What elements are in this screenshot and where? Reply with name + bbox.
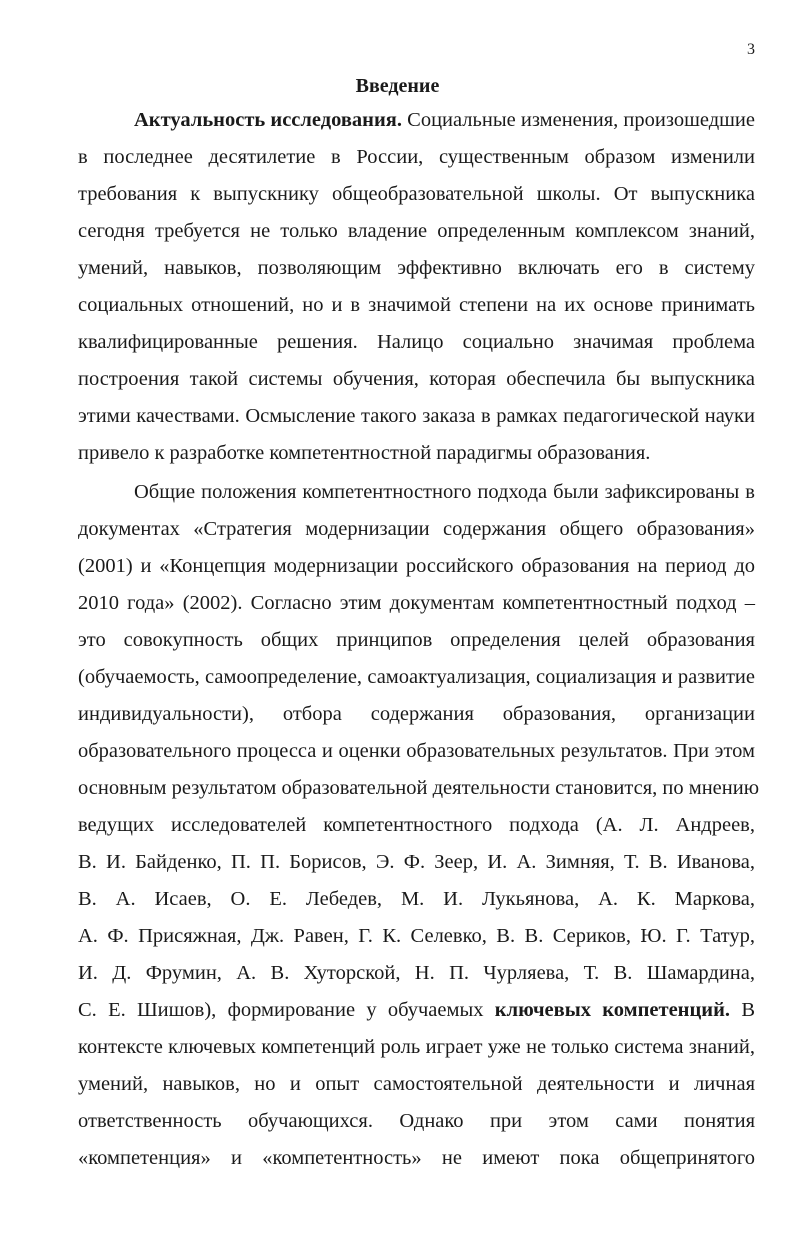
- text-line: ведущих исследователей компетентностного подхода (А. Л. Андреев,: [78, 814, 755, 836]
- text-fragment: В: [730, 999, 755, 1021]
- text-fragment: Социальные изменения, произошедшие: [402, 109, 755, 131]
- text-line: Общие положения компетентностного подхода были зафиксированы в: [134, 481, 755, 503]
- text-line: [78, 992, 755, 1029]
- text-line: привело к разработке компетентностной парадигмы образования.: [78, 442, 651, 464]
- text-line: И. Д. Фрумин, А. В. Хуторской, Н. П. Чурляева, Т. В. Шамардина,: [78, 962, 755, 984]
- text-line: сегодня требуется не только владение определенным комплексом знаний,: [78, 220, 755, 242]
- text-line: это совокупность общих принципов определения целей образования: [78, 629, 755, 651]
- relevance-lead: Актуальность исследования.: [134, 109, 402, 131]
- text-line: этими качествами. Осмысление такого заказа в рамках педагогической науки: [78, 405, 755, 427]
- text-line: умений, навыков, позволяющим эффективно включать его в систему: [78, 257, 755, 279]
- text-line: построения такой системы обучения, которая обеспечила бы выпускника: [78, 368, 755, 390]
- text-line: образовательного процесса и оценки образовательных результатов. При этом: [78, 740, 755, 762]
- text-line: В. И. Байденко, П. П. Борисов, Э. Ф. Зеер, И. А. Зимняя, Т. В. Иванова,: [78, 851, 755, 873]
- text-line: контексте ключевых компетенций роль играет уже не только система знаний,: [78, 1036, 755, 1058]
- text-line: (2001) и «Концепция модернизации российского образования на период до: [78, 555, 755, 577]
- text-fragment: С. Е. Шишов), формирование у обучаемых: [78, 999, 495, 1021]
- text-line: в последнее десятилетие в России, существенным образом изменили: [78, 146, 755, 168]
- text-line: ответственность обучающихся. Однако при этом сами понятия: [78, 1110, 755, 1132]
- section-title: Введение: [355, 75, 440, 97]
- text-line: А. Ф. Присяжная, Дж. Равен, Г. К. Селевко, В. В. Сериков, Ю. Г. Татур,: [78, 925, 755, 947]
- text-line: В. А. Исаев, О. Е. Лебедев, М. И. Лукьянова, А. К. Маркова,: [78, 888, 755, 910]
- text-line: [78, 102, 755, 139]
- page-number: 3: [747, 41, 755, 58]
- text-line: (обучаемость, самоопределение, самоактуализация, социализация и развитие: [78, 666, 755, 688]
- text-line: 2010 года» (2002). Согласно этим документам компетентностный подход –: [78, 592, 755, 614]
- text-line: квалифицированные решения. Налицо социально значимая проблема: [78, 331, 755, 353]
- text-line: требования к выпускнику общеобразовательной школы. От выпускника: [78, 183, 755, 205]
- text-line: «компетенция» и «компетентность» не имеют пока общепринятого: [78, 1147, 755, 1169]
- paragraph-relevance: [78, 102, 755, 472]
- text-line: документах «Стратегия модернизации содержания общего образования»: [78, 518, 755, 540]
- text-line: умений, навыков, но и опыт самостоятельной деятельности и личная: [78, 1073, 755, 1095]
- text-line: социальных отношений, но и в значимой степени на их основе принимать: [78, 294, 755, 316]
- key-competencies-term: ключевых компетенций.: [494, 999, 731, 1021]
- paragraph-competence-approach: [78, 474, 760, 1177]
- text-line: индивидуальности), отбора содержания образования, организации: [78, 703, 755, 725]
- text-line: основным результатом образовательной деятельности становится, по мнению: [78, 777, 760, 799]
